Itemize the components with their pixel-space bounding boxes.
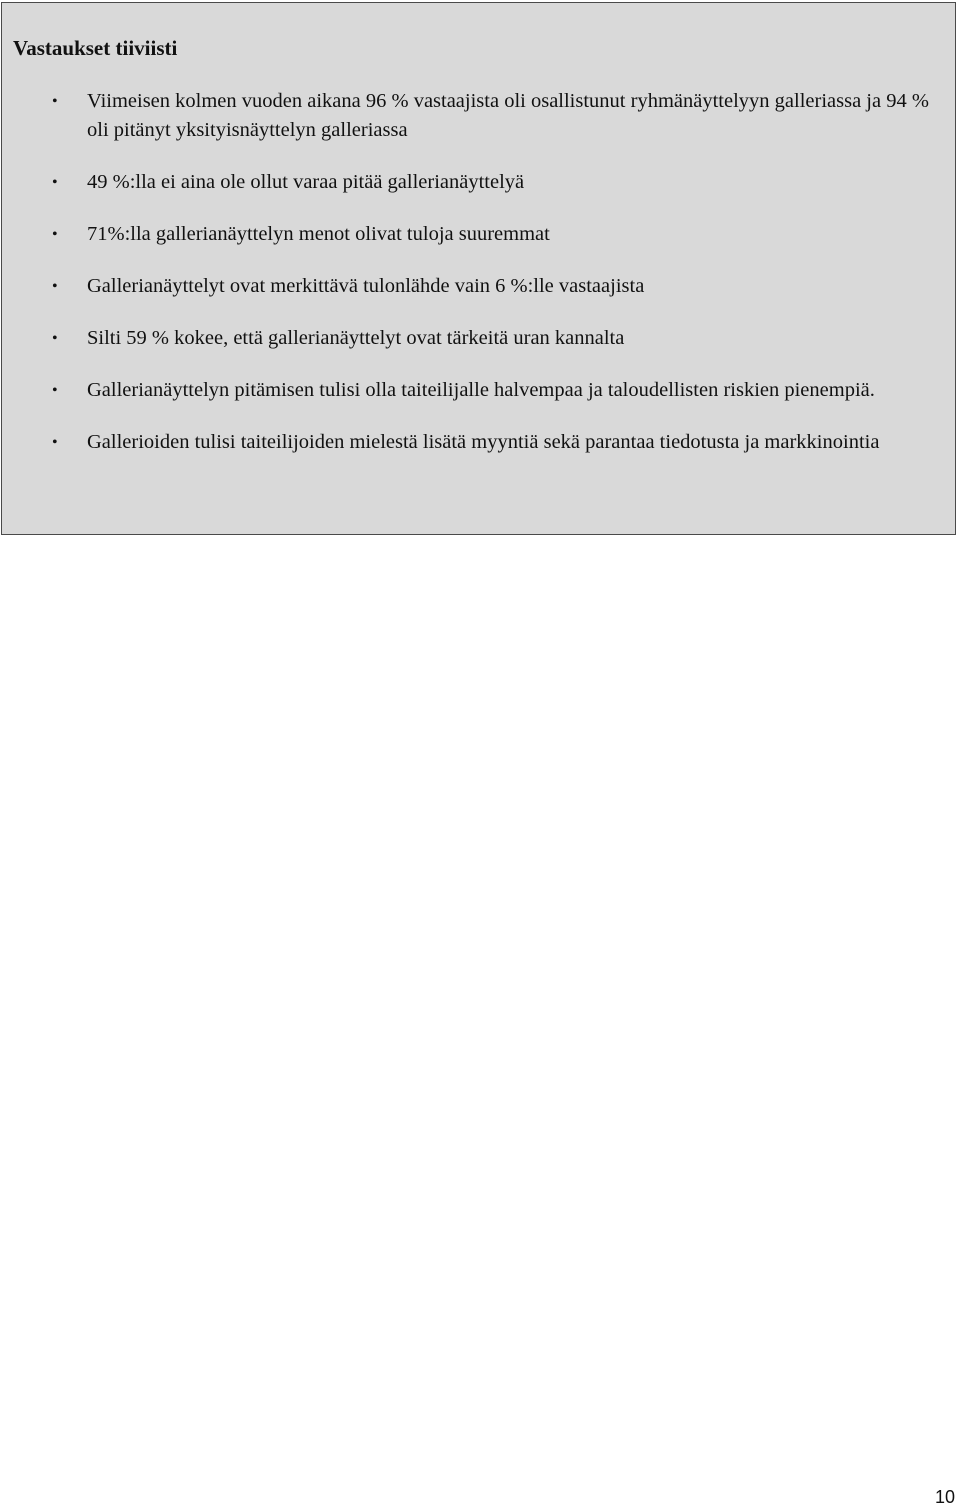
list-item (2, 428, 942, 457)
list-item (2, 220, 942, 249)
bullet-icon: • (52, 382, 58, 399)
bullet-text: 71%:lla gallerianäyttelyn menot olivat tuloja suuremmat (87, 223, 550, 245)
bullet-text: Gallerianäyttelyn pitämisen tulisi olla taiteilijalle halvempaa ja taloudellisten riskien pienempiä. (87, 379, 875, 401)
bullet-text: Silti 59 % kokee, että gallerianäyttelyt ovat tärkeitä uran kannalta (87, 327, 625, 349)
bullet-icon: • (52, 434, 58, 451)
bullet-text: 49 %:lla ei aina ole ollut varaa pitää gallerianäyttelyä (87, 171, 525, 193)
bullet-icon: • (52, 226, 58, 243)
bullet-icon: • (52, 93, 58, 110)
summary-box (1, 2, 956, 535)
list-item (2, 324, 942, 353)
list-item (2, 272, 942, 301)
page-number: 10 (934, 1487, 955, 1507)
bullet-icon: • (52, 330, 58, 347)
list-item (2, 376, 942, 405)
list-item (2, 168, 942, 197)
summary-bullet-list (2, 87, 942, 480)
summary-title: Vastaukset tiiviisti (13, 36, 178, 60)
bullet-text: Gallerianäyttelyt ovat merkittävä tulonlähde vain 6 %:lle vastaajista (87, 275, 645, 297)
list-item (2, 87, 942, 145)
bullet-icon: • (52, 278, 58, 295)
bullet-text: Viimeisen kolmen vuoden aikana 96 % vastaajista oli osallistunut ryhmänäyttelyyn galleriassa ja 94 % oli pitänyt yksityisnäyttelyn galleriassa (87, 90, 929, 141)
bullet-icon: • (52, 174, 58, 191)
bullet-text: Gallerioiden tulisi taiteilijoiden mielestä lisätä myyntiä sekä parantaa tiedotusta ja markkinointia (87, 431, 880, 453)
